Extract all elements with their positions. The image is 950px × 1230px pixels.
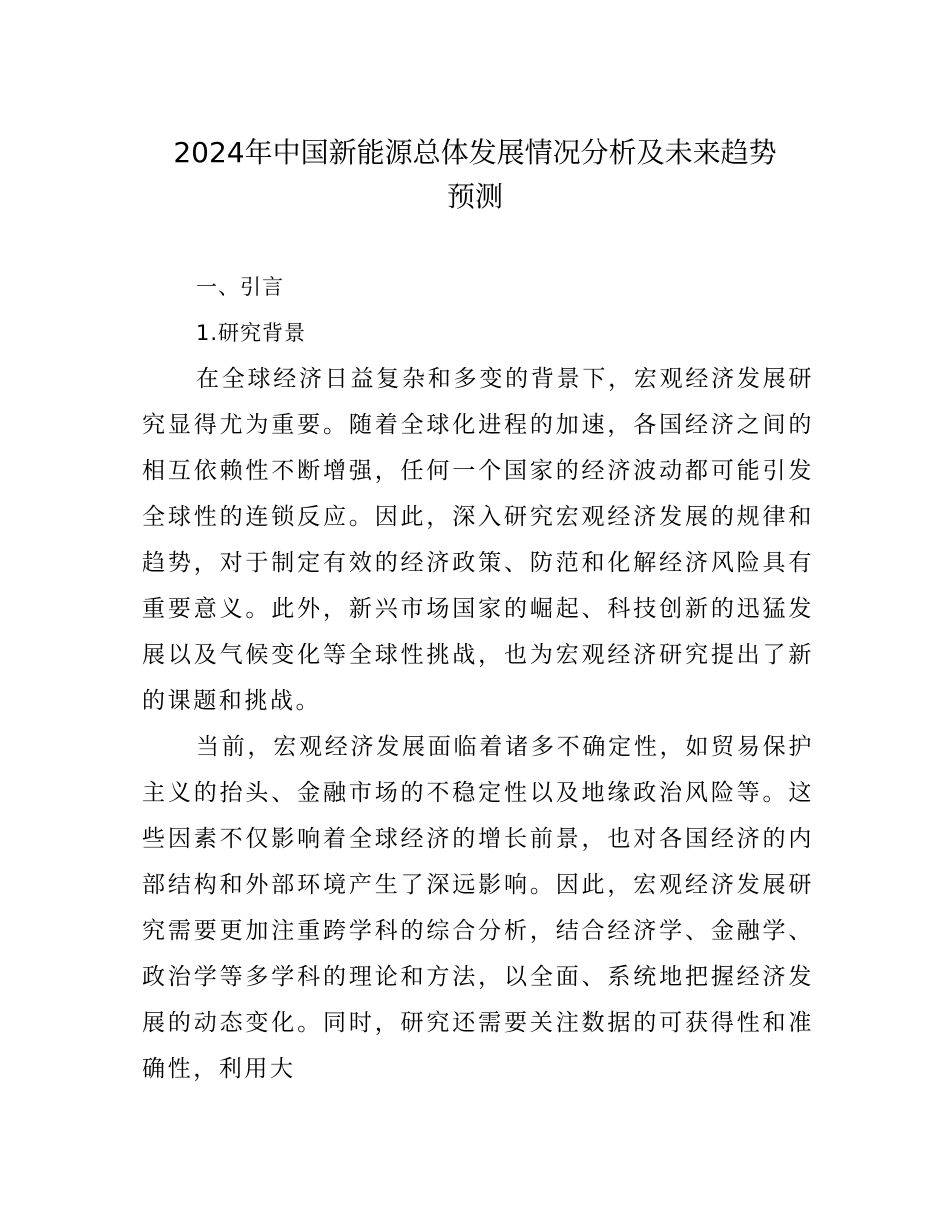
section-heading: 一、引言: [196, 275, 284, 299]
document-title-line-1: 2024年中国新能源总体发展情况分析及未来趋势: [173, 135, 777, 169]
subsection-heading: 1.研究背景: [196, 321, 307, 345]
body-paragraph-1: 在全球经济日益复杂和多变的背景下，宏观经济发展研究显得尤为重要。随着全球化进程的加速，各国经济之间的相互依赖性不断增强，任何一个国家的经济波动都可能引发全球性的连锁反应。因此，深入研究宏观经济发展的规律和趋势，对于制定有效的经济政策、防范和化解经济风险具有重要意义。此外，新兴市场国家的崛起、科技创新的迅猛发展以及气候变化等全球性挑战，也为宏观经济研究提出了新的课题和挑战。: [142, 366, 814, 714]
document-title: [120, 131, 830, 219]
body-paragraph-2: 当前，宏观经济发展面临着诸多不确定性，如贸易保护主义的抬头、金融市场的不稳定性以及地缘政治风险等。这些因素不仅影响着全球经济的增长前景，也对各国经济的内部结构和外部环境产生了深远影响。因此，宏观经济发展研究需要更加注重跨学科的综合分析，结合经济学、金融学、政治学等多学科的理论和方法，以全面、系统地把握经济发展的动态变化。同时，研究还需要关注数据的可获得性和准确性，利用大: [142, 734, 814, 1082]
document-body: [142, 264, 814, 1092]
document-title-line-2: 预测: [446, 179, 503, 213]
